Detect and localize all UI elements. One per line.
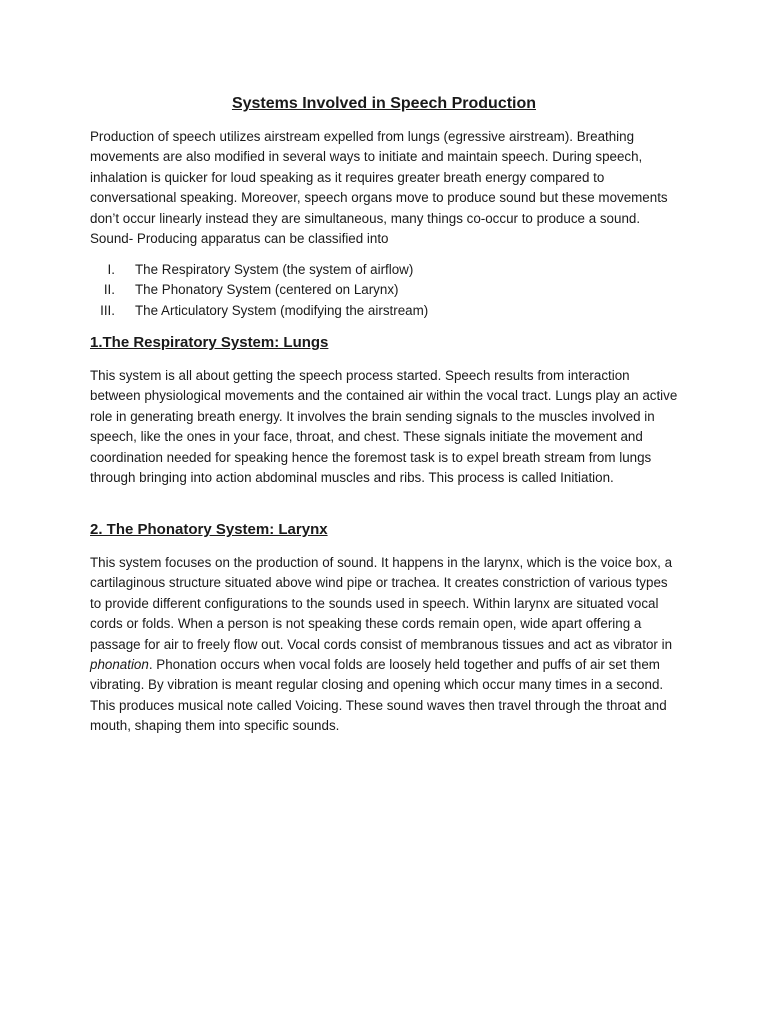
phonatory-text-part: This system focuses on the production of sound. It happens in the larynx, which is the voice box, a cartilaginous structure situated above wind pipe or trachea. It creates constriction of various types to provide different configurations to the sounds used in speech. Within larynx are situated vocal cords or folds. When a person is not speaking these cords remain open, wide apart offering a passage for air to freely flow out. Vocal cords consist of membranous tissues and act as vibrator in	[90, 555, 673, 652]
section-heading-phonatory: 2. The Phonatory System: Larynx	[90, 521, 328, 538]
list-item-number: I.	[107, 262, 115, 277]
list-item	[90, 301, 680, 321]
systems-list	[90, 260, 680, 321]
list-item	[90, 260, 680, 280]
list-item-text: The Phonatory System (centered on Larynx)	[135, 282, 399, 298]
list-item-number: II.	[103, 282, 115, 298]
section-heading-respiratory: 1.The Respiratory System: Lungs	[90, 334, 329, 351]
list-item	[90, 280, 680, 300]
document-title: Systems Involved in Speech Production	[231, 95, 537, 112]
phonatory-text-part: . Phonation occurs when vocal folds are loosely held together and puffs of air set them vibrating. By vibration is meant regular closing and opening which occur many times in a second. This produces musical note called Voicing. These sound waves then travel through the throat and mouth, shaping them into specific sounds.	[90, 657, 667, 734]
list-item-text: The Respiratory System (the system of airflow)	[135, 262, 414, 277]
phonation-emphasis: phonation	[90, 657, 149, 673]
list-item-number: III.	[100, 302, 115, 318]
respiratory-paragraph: This system is all about getting the speech process started. Speech results from interaction between physiological movements and the contained air within the vocal tract. Lungs play an active role in generating breath energy. It involves the brain sending signals to the muscles involved in speech, like the ones in your face, throat, and chest. These signals initiate the movement and coordination needed for speaking hence the foremost task is to expel breath stream from lungs through bringing into action abdominal muscles and ribs. This process is called Initiation.	[90, 368, 678, 486]
list-item-text: The Articulatory System (modifying the airstream)	[135, 302, 429, 318]
intro-paragraph: Production of speech utilizes airstream expelled from lungs (egressive airstream). Breathing movements are also modified in several ways to initiate and maintain speech. During speech, inhalation is quicker for loud speaking as it requires greater breath energy compared to conversational speaking. Moreover, speech organs move to produce sound but these movements don’t occur linearly instead they are simultaneous, many things co-occur to produce a sound. Sound- Producing apparatus can be classified into	[90, 129, 668, 247]
phonatory-paragraph	[90, 553, 680, 737]
